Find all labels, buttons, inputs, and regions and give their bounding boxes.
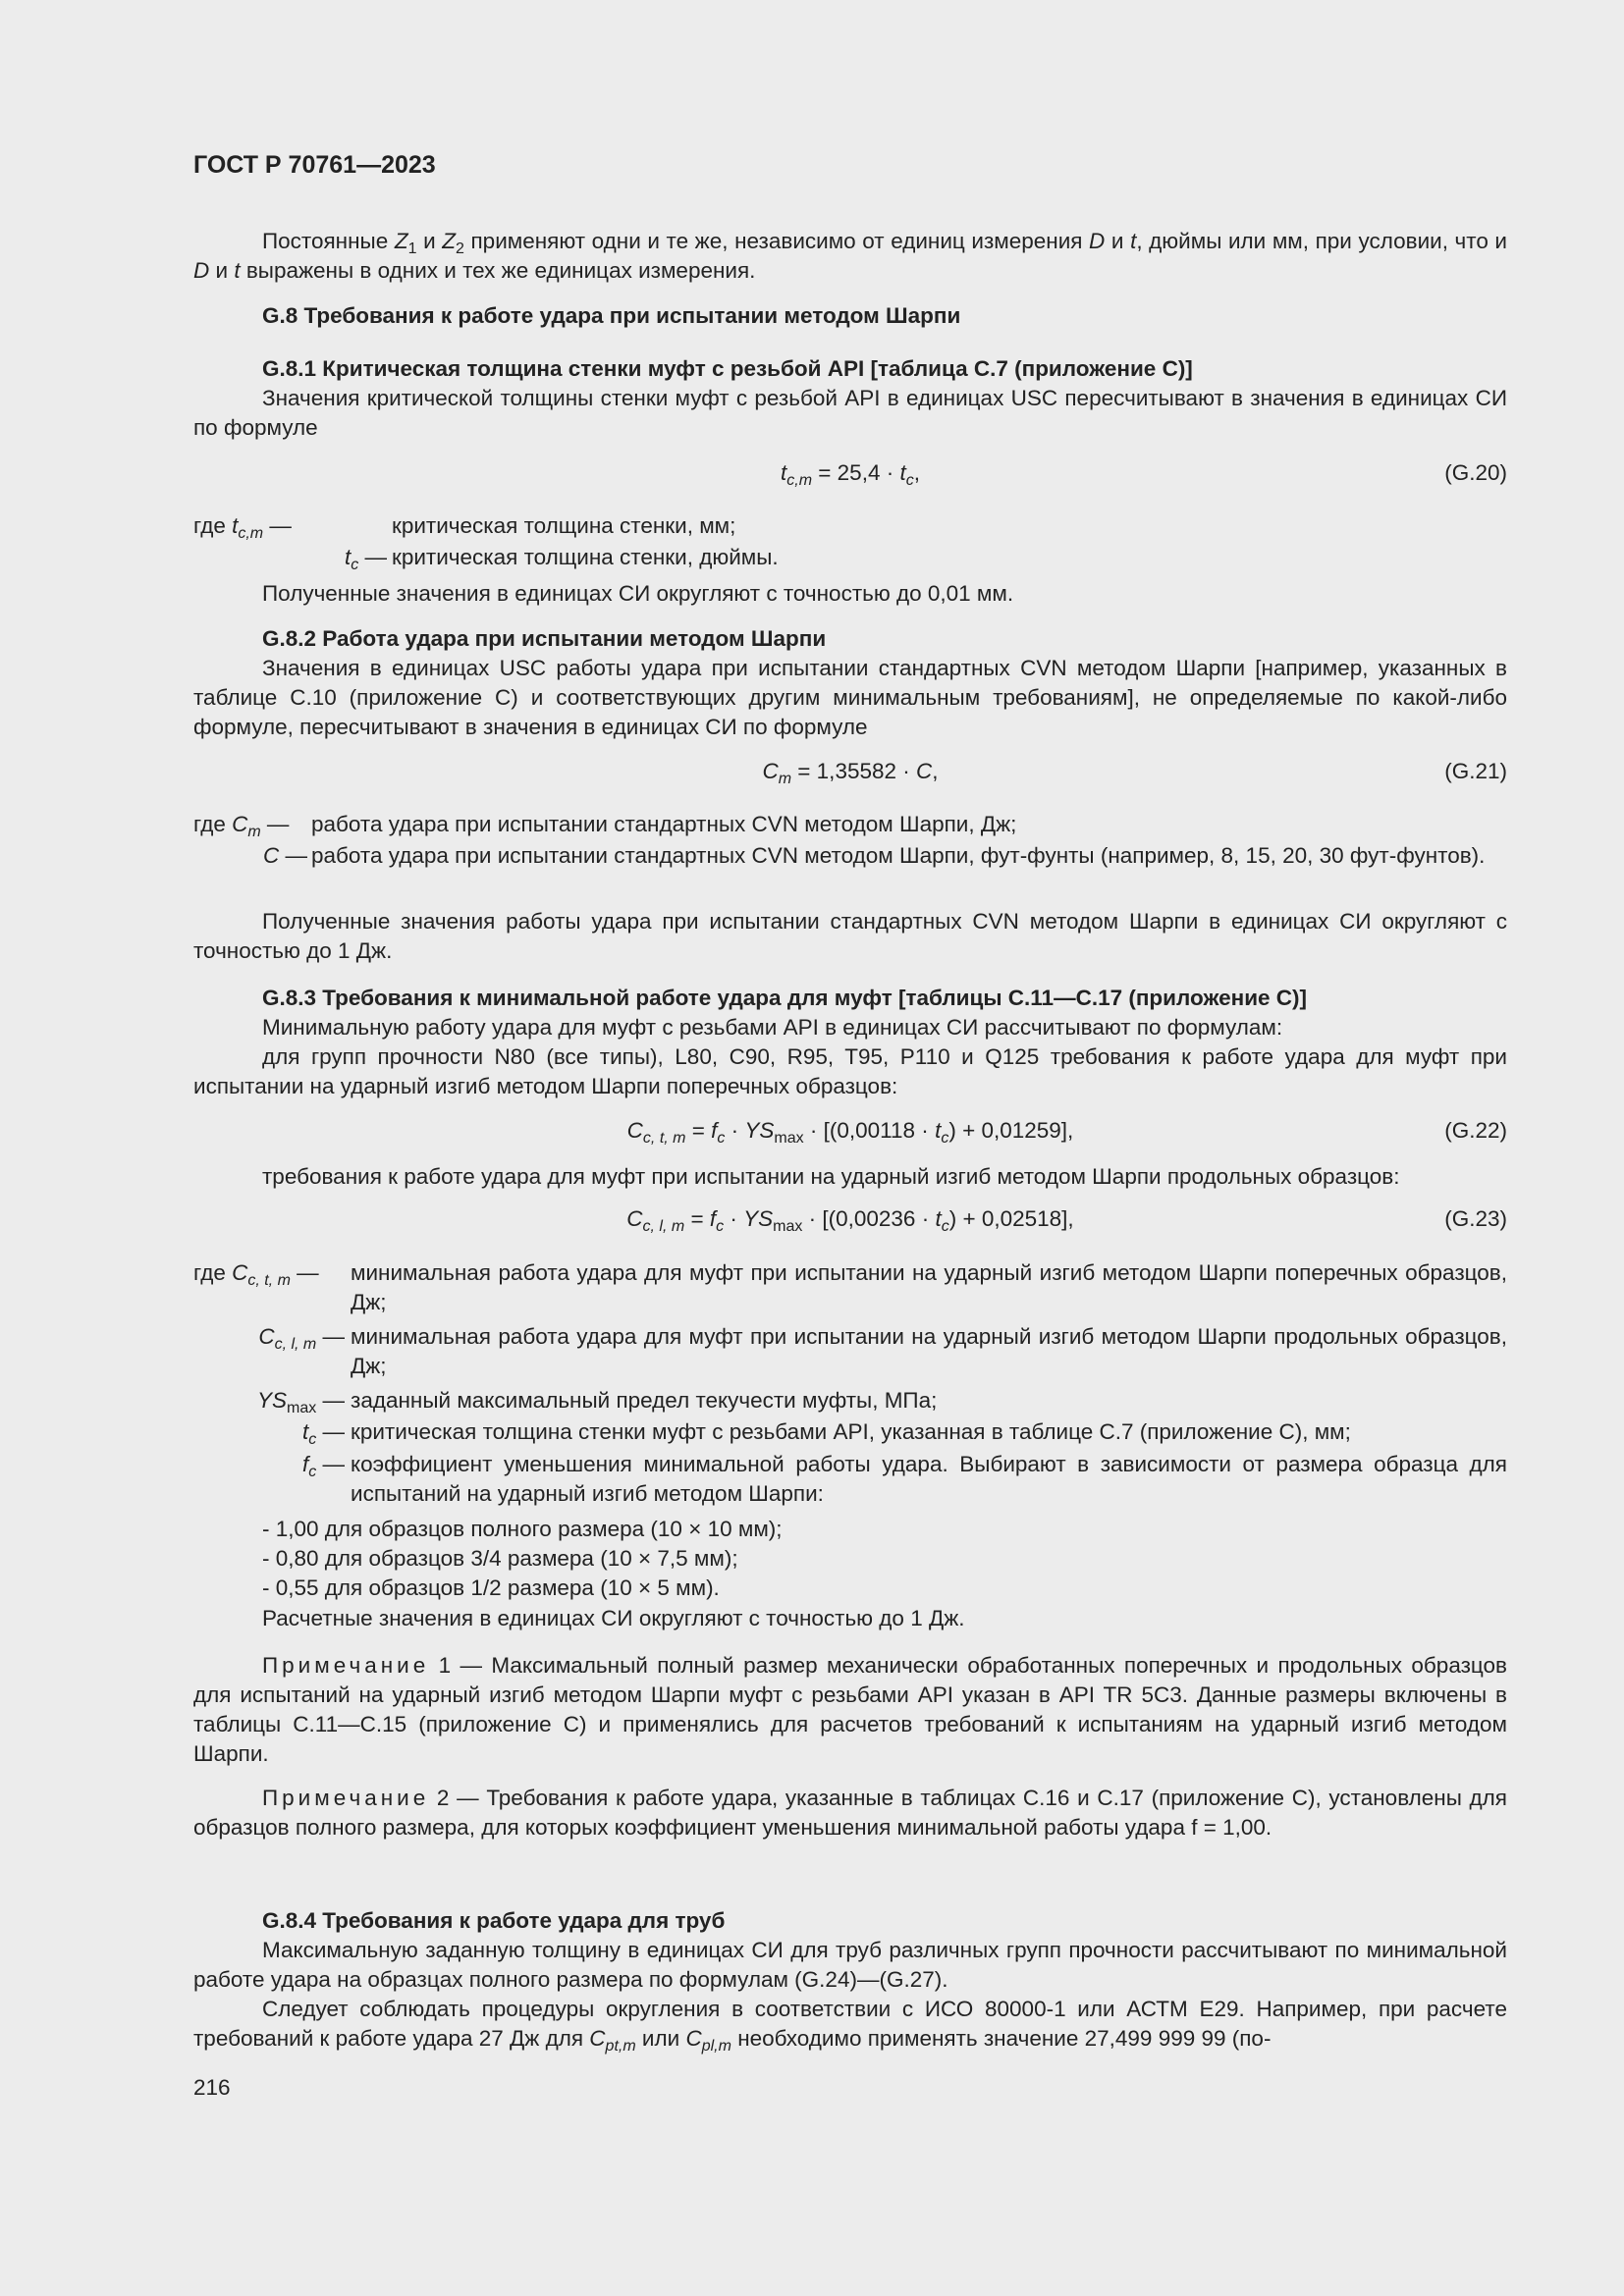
list-item: - 1,00 для образцов полного размера (10 × 10 мм);	[262, 1517, 783, 1541]
note-1-label: Примечание	[262, 1653, 430, 1678]
where-fc	[193, 1450, 1507, 1511]
section-g8-heading: G.8 Требования к работе удара при испытании методом Шарпи	[262, 303, 961, 328]
where-ysmax	[193, 1386, 1507, 1415]
g82-rounding-text: Полученные значения работы удара при испытании стандартных CVN методом Шарпи в единицах СИ округляют с точностью до 1 Дж.	[193, 909, 1507, 963]
formula-g22-number: (G.22)	[1444, 1118, 1507, 1143]
where-tc-text: критическая толщина стенки, дюймы.	[392, 545, 779, 569]
section-g81-paragraph: Значения критической толщины стенки муфт с резьбой API в единицах USC пересчитывают в значения в единицах СИ по формуле	[193, 386, 1507, 440]
formula-g23-number: (G.23)	[1444, 1206, 1507, 1231]
formula-g23	[193, 1204, 1507, 1234]
g81-rounding	[193, 579, 1507, 609]
where-tc-symbol: $t_c$ —	[344, 545, 387, 573]
section-g82-paragraph: Значения в единицах USC работы удара при испытании стандартных CVN методом Шарпи [например, указанных в таблице С.10 (приложение С) и соответствующих другим минимальным требованиям], не определяемые по какой-либо формуле, пересчитывают в значения в единицах СИ по формуле	[193, 656, 1507, 739]
section-g84	[193, 1906, 1507, 2054]
formula-g22-expression: $C_{c, t, m} = f_c \cdot YS_{max} \cdot [(0,00118 \cdot t_c) + 0,01259]$,	[626, 1118, 1074, 1147]
where-cm	[193, 810, 1507, 839]
section-g84-p2: Следует соблюдать процедуры округления в соответствии с ИСО 80000-1 или АСТМ Е29. Например, при расчете требований к работе удара 27 Дж для $C_{pt,m}$ или $C_{pl,m}$ необходимо применять значение 27,499 999 99 (по-	[193, 1997, 1507, 2055]
formula-g21-number: (G.21)	[1444, 759, 1507, 783]
g82-rounding	[193, 907, 1507, 966]
g83-rounding-text: Расчетные значения в единицах СИ округляют с точностью до 1 Дж.	[262, 1606, 965, 1630]
formula-g23-expression: $C_{c, l, m} = f_c \cdot YS_{max} \cdot [(0,00236 \cdot t_c) + 0,02518]$,	[626, 1206, 1074, 1235]
list-item: - 0,55 для образцов 1/2 размера (10 × 5 мм).	[262, 1575, 720, 1600]
formula-g21-expression: $C_m = 1,35582 \cdot C$,	[762, 759, 939, 787]
where-cm-text: работа удара при испытании стандартных CVN методом Шарпи, Дж;	[311, 812, 1017, 836]
where-cm-symbol: где $C_m$ —	[193, 812, 290, 840]
section-g82-heading: G.8.2 Работа удара при испытании методом Шарпи	[262, 626, 827, 651]
where-tc2-symbol: $t_c$ —	[301, 1419, 345, 1448]
formula-g21	[193, 757, 1507, 786]
section-g81-heading: G.8.1 Критическая толщина стенки муфт с резьбой API [таблица С.7 (приложение С)]	[262, 356, 1193, 381]
section-g84-heading: G.8.4 Требования к работе удара для труб	[262, 1908, 726, 1933]
where-tc2	[193, 1417, 1507, 1447]
section-g83-p1: Минимальную работу удара для муфт с резьбами API в единицах СИ рассчитывают по формулам:	[262, 1015, 1283, 1040]
note-2	[193, 1784, 1507, 1842]
g83-rounding	[193, 1604, 1507, 1633]
document-page	[193, 0, 1507, 2296]
where-fc-symbol: $f_c$ —	[301, 1452, 345, 1480]
where-cctm	[193, 1258, 1507, 1319]
section-g83-heading: G.8.3 Требования к минимальной работе удара для муфт [таблицы С.11—С.17 (приложение С)]	[262, 986, 1308, 1010]
section-g8	[193, 301, 1507, 331]
where-tcm-symbol: где $t_{c,m}$ —	[193, 513, 292, 542]
document-code: ГОСТ Р 70761—2023	[193, 151, 436, 179]
where-fc-text: коэффициент уменьшения минимальной работы удара. Выбирают в зависимости от размера образца для испытаний на ударный изгиб методом Шарпи:	[351, 1452, 1507, 1506]
intro-paragraph	[193, 227, 1507, 286]
where-c-symbol: C —	[262, 843, 307, 868]
where-tcm-text: критическая толщина стенки, мм;	[392, 513, 736, 538]
note-1-text	[193, 1651, 1507, 1769]
note-2-label: Примечание	[262, 1786, 430, 1810]
where-tc2-text: критическая толщина стенки муфт с резьбами API, указанная в таблице С.7 (приложение С), мм;	[351, 1419, 1351, 1444]
where-c-text: работа удара при испытании стандартных CVN методом Шарпи, фут-фунты (например, 8, 15, 20, 30 фут-фунтов).	[311, 843, 1486, 868]
intro-text: Постоянные $Z_1$ и $Z_2$ применяют одни и те же, независимо от единиц измерения D и t, дюймы или мм, при условии, что и D и t выражены в одних и тех же единицах измерения.	[193, 229, 1507, 283]
formula-g20	[193, 458, 1507, 488]
g83-p3	[193, 1162, 1507, 1192]
g81-rounding-text: Полученные значения в единицах СИ округляют с точностью до 0,01 мм.	[262, 581, 1014, 606]
where-ysmax-symbol: $YS_{max}$ —	[256, 1388, 345, 1416]
section-g83-p2: для групп прочности N80 (все типы), L80, C90, R95, T95, P110 и Q125 требования к работе удара для муфт при испытании на ударный изгиб методом Шарпи поперечных образцов:	[193, 1044, 1507, 1098]
formula-g20-expression: $t_{c,m} = 25,4 \cdot t_c$,	[780, 460, 920, 489]
where-cctm-text: минимальная работа удара для муфт при испытании на ударный изгиб методом Шарпи поперечных образцов, Дж;	[351, 1260, 1507, 1314]
section-g83	[193, 984, 1507, 1101]
where-ysmax-text: заданный максимальный предел текучести муфты, МПа;	[351, 1388, 938, 1413]
where-tcm	[193, 511, 1507, 541]
note-1-body: 1 — Максимальный полный размер механически обработанных поперечных и продольных образцов для испытаний на ударный изгиб методом Шарпи муфт с резьбами API указан в API TR 5С3. Данные размеры включены в таблицы С.11—С.15 (приложение С) и применялись для расчетов требований к испытаниям на ударный изгиб методом Шарпи.	[193, 1653, 1507, 1766]
g83-p3-text: требования к работе удара для муфт при испытании на ударный изгиб методом Шарпи продольных образцов:	[262, 1164, 1400, 1189]
section-g84-p1: Максимальную заданную толщину в единицах СИ для труб различных групп прочности рассчитывают по минимальной работе удара на образцах полного размера по формулам (G.24)—(G.27).	[193, 1938, 1507, 1992]
page-number: 216	[193, 2075, 231, 2100]
note-2-text	[193, 1784, 1507, 1842]
where-cclm	[193, 1322, 1507, 1383]
section-g81	[193, 354, 1507, 443]
note-1	[193, 1651, 1507, 1769]
list-item: - 0,80 для образцов 3/4 размера (10 × 7,5 мм);	[262, 1546, 738, 1571]
note-2-body: 2 — Требования к работе удара, указанные в таблицах С.16 и С.17 (приложение С), установлены для образцов полного размера, для которых коэффициент уменьшения минимальной работы удара f = 1,00.	[193, 1786, 1507, 1840]
where-cclm-symbol: $C_{c, l, m}$ —	[258, 1324, 345, 1353]
where-cctm-symbol: где $C_{c, t, m}$ —	[193, 1260, 319, 1289]
where-tc	[193, 543, 1507, 572]
section-g82	[193, 624, 1507, 742]
where-c	[193, 841, 1507, 902]
formula-g22	[193, 1116, 1507, 1146]
where-cclm-text: минимальная работа удара для муфт при испытании на ударный изгиб методом Шарпи продольных образцов, Дж;	[351, 1324, 1507, 1378]
formula-g20-number: (G.20)	[1444, 460, 1507, 485]
